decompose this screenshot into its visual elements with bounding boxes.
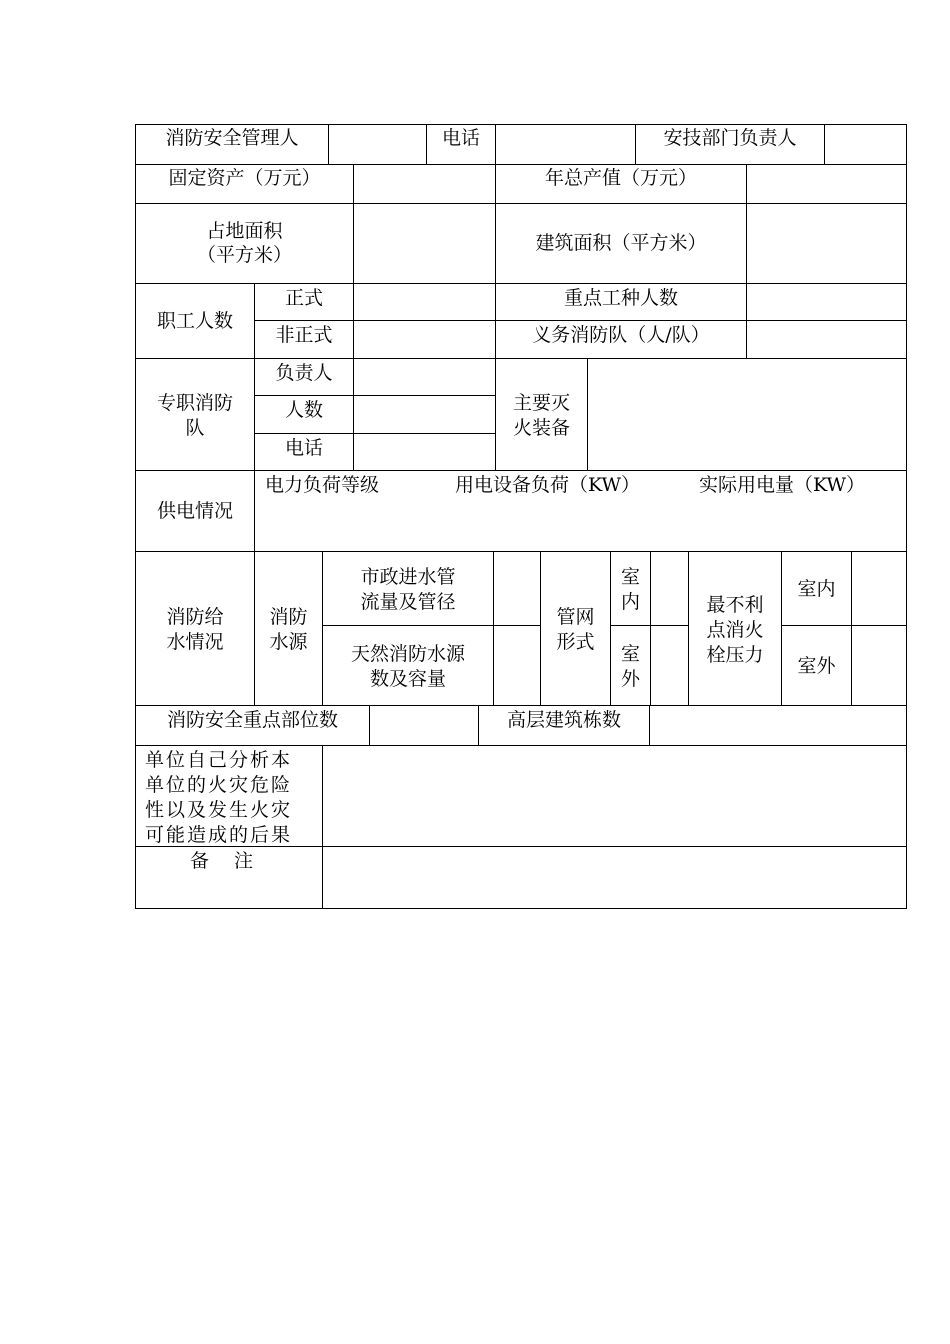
label-volunteer-team: 义务消防队（人/队） — [532, 324, 710, 346]
label-fire-risk-analysis: 单位自己分析本 — [145, 749, 293, 771]
rule — [781, 551, 782, 705]
team-phone-field[interactable] — [354, 434, 494, 469]
key-worker-field[interactable] — [747, 284, 905, 319]
label-fire-risk-analysis-3: 性以及发生火灾 — [145, 799, 293, 821]
label-fixed-assets: 固定资产（万元） — [168, 167, 321, 189]
label-network-indoor-2: 内 — [620, 591, 640, 613]
label-network-form: 管网 — [556, 606, 595, 628]
label-network-outdoor: 室 — [620, 643, 640, 665]
label-staff-count: 职工人数 — [156, 310, 233, 332]
pressure-outdoor-field[interactable] — [852, 626, 905, 704]
label-network-indoor: 室 — [620, 566, 640, 588]
label-remarks: 备 注 — [190, 850, 254, 872]
label-water-source: 消防 — [269, 606, 308, 628]
label-key-worker: 重点工种人数 — [563, 287, 678, 309]
team-headcount-field[interactable] — [354, 396, 494, 432]
label-natural-source-2: 数及容量 — [369, 668, 446, 690]
network-outdoor-field[interactable] — [651, 626, 687, 704]
label-fire-risk-analysis-2: 单位的火灾危险 — [145, 774, 293, 796]
label-actual-usage: 实际用电量（KW） — [699, 474, 866, 496]
label-hydrant-pressure: 最不利 — [706, 594, 764, 616]
formal-staff-field[interactable] — [354, 284, 494, 319]
network-indoor-field[interactable] — [651, 552, 687, 624]
volunteer-team-field[interactable] — [747, 321, 905, 357]
safety-manager-field[interactable] — [329, 125, 425, 163]
equipment-field[interactable] — [588, 359, 905, 469]
dept-head-field[interactable] — [825, 125, 905, 163]
phone-field[interactable] — [496, 125, 634, 163]
label-hydrant-pressure-2: 点消火 — [706, 619, 764, 641]
label-power-load-level: 电力负荷等级 — [265, 474, 380, 496]
label-equipment-load: 用电设备负荷（KW） — [455, 474, 641, 496]
label-land-area-unit: （平方米） — [196, 244, 292, 266]
natural-source-field[interactable] — [494, 626, 539, 704]
label-fire-risk-analysis-4: 可能造成的后果 — [145, 824, 293, 846]
label-key-parts: 消防安全重点部位数 — [166, 709, 338, 731]
land-area-field[interactable] — [354, 204, 494, 282]
label-pressure-outdoor: 室外 — [797, 655, 836, 677]
label-team-phone: 电话 — [284, 437, 323, 459]
label-municipal-pipe: 市政进水管 — [360, 566, 456, 588]
label-natural-source: 天然消防水源 — [350, 643, 465, 665]
pressure-indoor-field[interactable] — [852, 552, 905, 624]
label-highrise: 高层建筑栋数 — [506, 709, 621, 731]
label-network-outdoor-2: 外 — [620, 668, 640, 690]
power-values-field[interactable] — [255, 500, 905, 550]
analysis-field[interactable] — [323, 746, 905, 845]
label-hydrant-pressure-3: 栓压力 — [706, 644, 764, 666]
remarks-field[interactable] — [323, 847, 905, 907]
label-informal: 非正式 — [275, 324, 333, 346]
label-building-area: 建筑面积（平方米） — [535, 232, 707, 254]
key-parts-field[interactable] — [370, 706, 477, 744]
label-dept-head: 安技部门负责人 — [663, 127, 797, 149]
label-annual-output: 年总产值（万元） — [544, 167, 697, 189]
rule — [135, 908, 907, 909]
label-leader: 负责人 — [275, 362, 333, 384]
label-water-source-2: 水源 — [269, 631, 308, 653]
label-formal: 正式 — [284, 287, 323, 309]
team-leader-field[interactable] — [354, 359, 494, 394]
annual-output-field[interactable] — [747, 165, 905, 202]
label-water-supply: 消防给 — [166, 606, 224, 628]
label-equipment-2: 火装备 — [512, 417, 570, 439]
building-area-field[interactable] — [747, 204, 905, 282]
label-municipal-pipe-2: 流量及管径 — [360, 591, 456, 613]
label-power-supply: 供电情况 — [156, 500, 233, 522]
label-equipment: 主要灭 — [512, 392, 570, 414]
label-safety-manager: 消防安全管理人 — [165, 127, 299, 149]
fixed-assets-field[interactable] — [354, 165, 494, 202]
highrise-field[interactable] — [650, 706, 905, 744]
label-fulltime-team-2: 队 — [185, 417, 205, 439]
informal-staff-field[interactable] — [354, 321, 494, 357]
label-headcount: 人数 — [284, 399, 323, 421]
rule — [135, 470, 907, 471]
label-water-supply-2: 水情况 — [166, 631, 224, 653]
label-phone: 电话 — [441, 127, 480, 149]
label-land-area: 占地面积 — [206, 220, 283, 242]
label-network-form-2: 形式 — [556, 631, 595, 653]
label-fulltime-team: 专职消防 — [156, 392, 233, 414]
municipal-pipe-field[interactable] — [494, 552, 539, 624]
rule — [906, 124, 907, 909]
label-pressure-indoor: 室内 — [797, 578, 836, 600]
